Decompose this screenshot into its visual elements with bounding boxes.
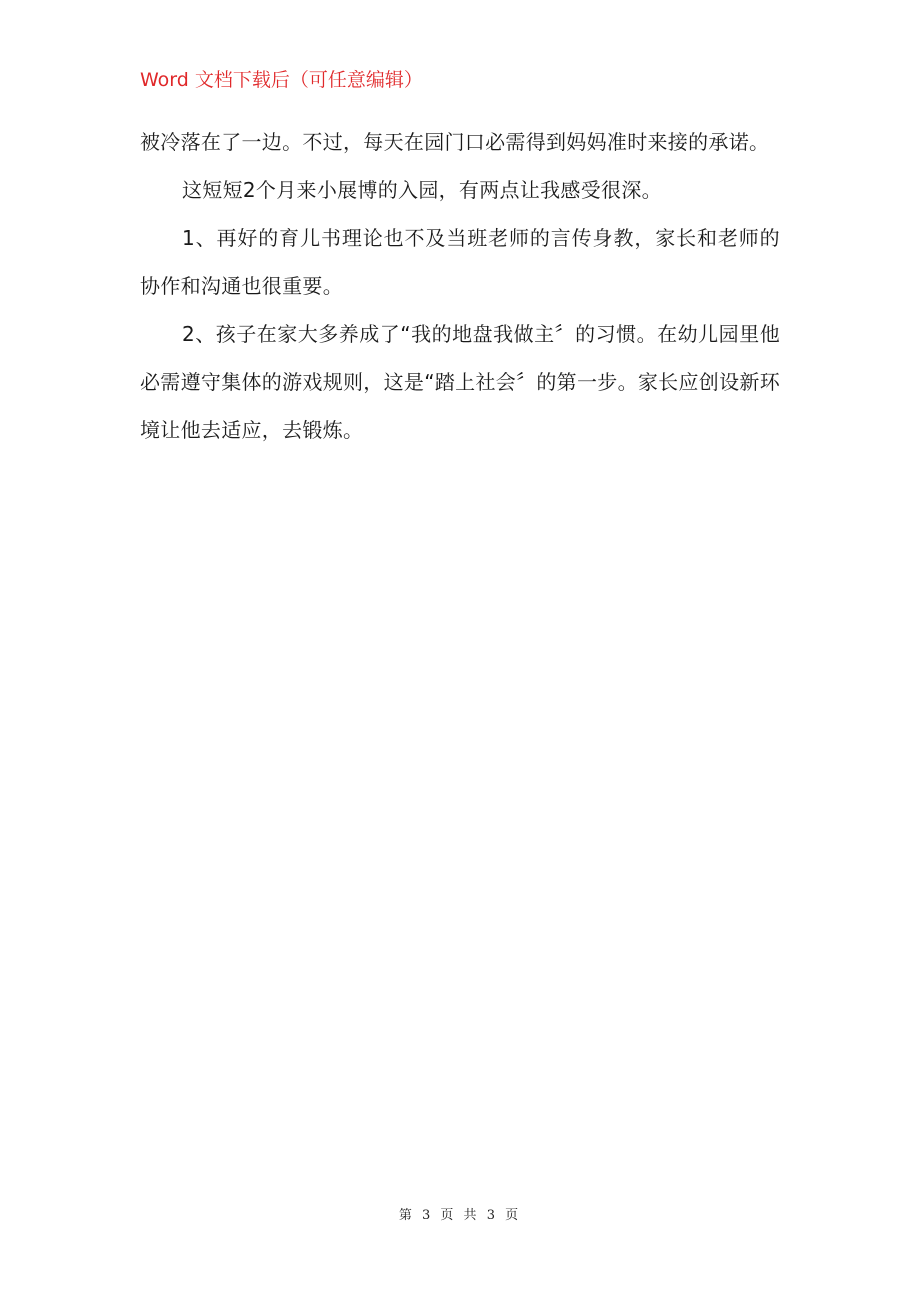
paragraph-point-1: 1、再好的育儿书理论也不及当班老师的言传身教，家长和老师的协作和沟通也很重要。 [140,226,780,298]
paragraph-continuation: 被冷落在了一边。不过，每天在园门口必需得到妈妈准时来接的承诺。 [140,130,770,154]
document-body [140,118,780,454]
paragraph-point-2: 2、孩子在家大多养成了“我的地盘我做主〞的习惯。在幼儿园里他必需遵守集体的游戏规则，这是“踏上社会〞的第一步。家长应创设新环境让他去适应，去锻炼。 [140,322,780,442]
download-note: Word 文档下载后（可任意编辑） [140,69,423,91]
page-number: 第 3 页 共 3 页 [398,1208,522,1223]
paragraph-intro: 这短短2个月来小展博的入园，有两点让我感受很深。 [182,178,662,202]
